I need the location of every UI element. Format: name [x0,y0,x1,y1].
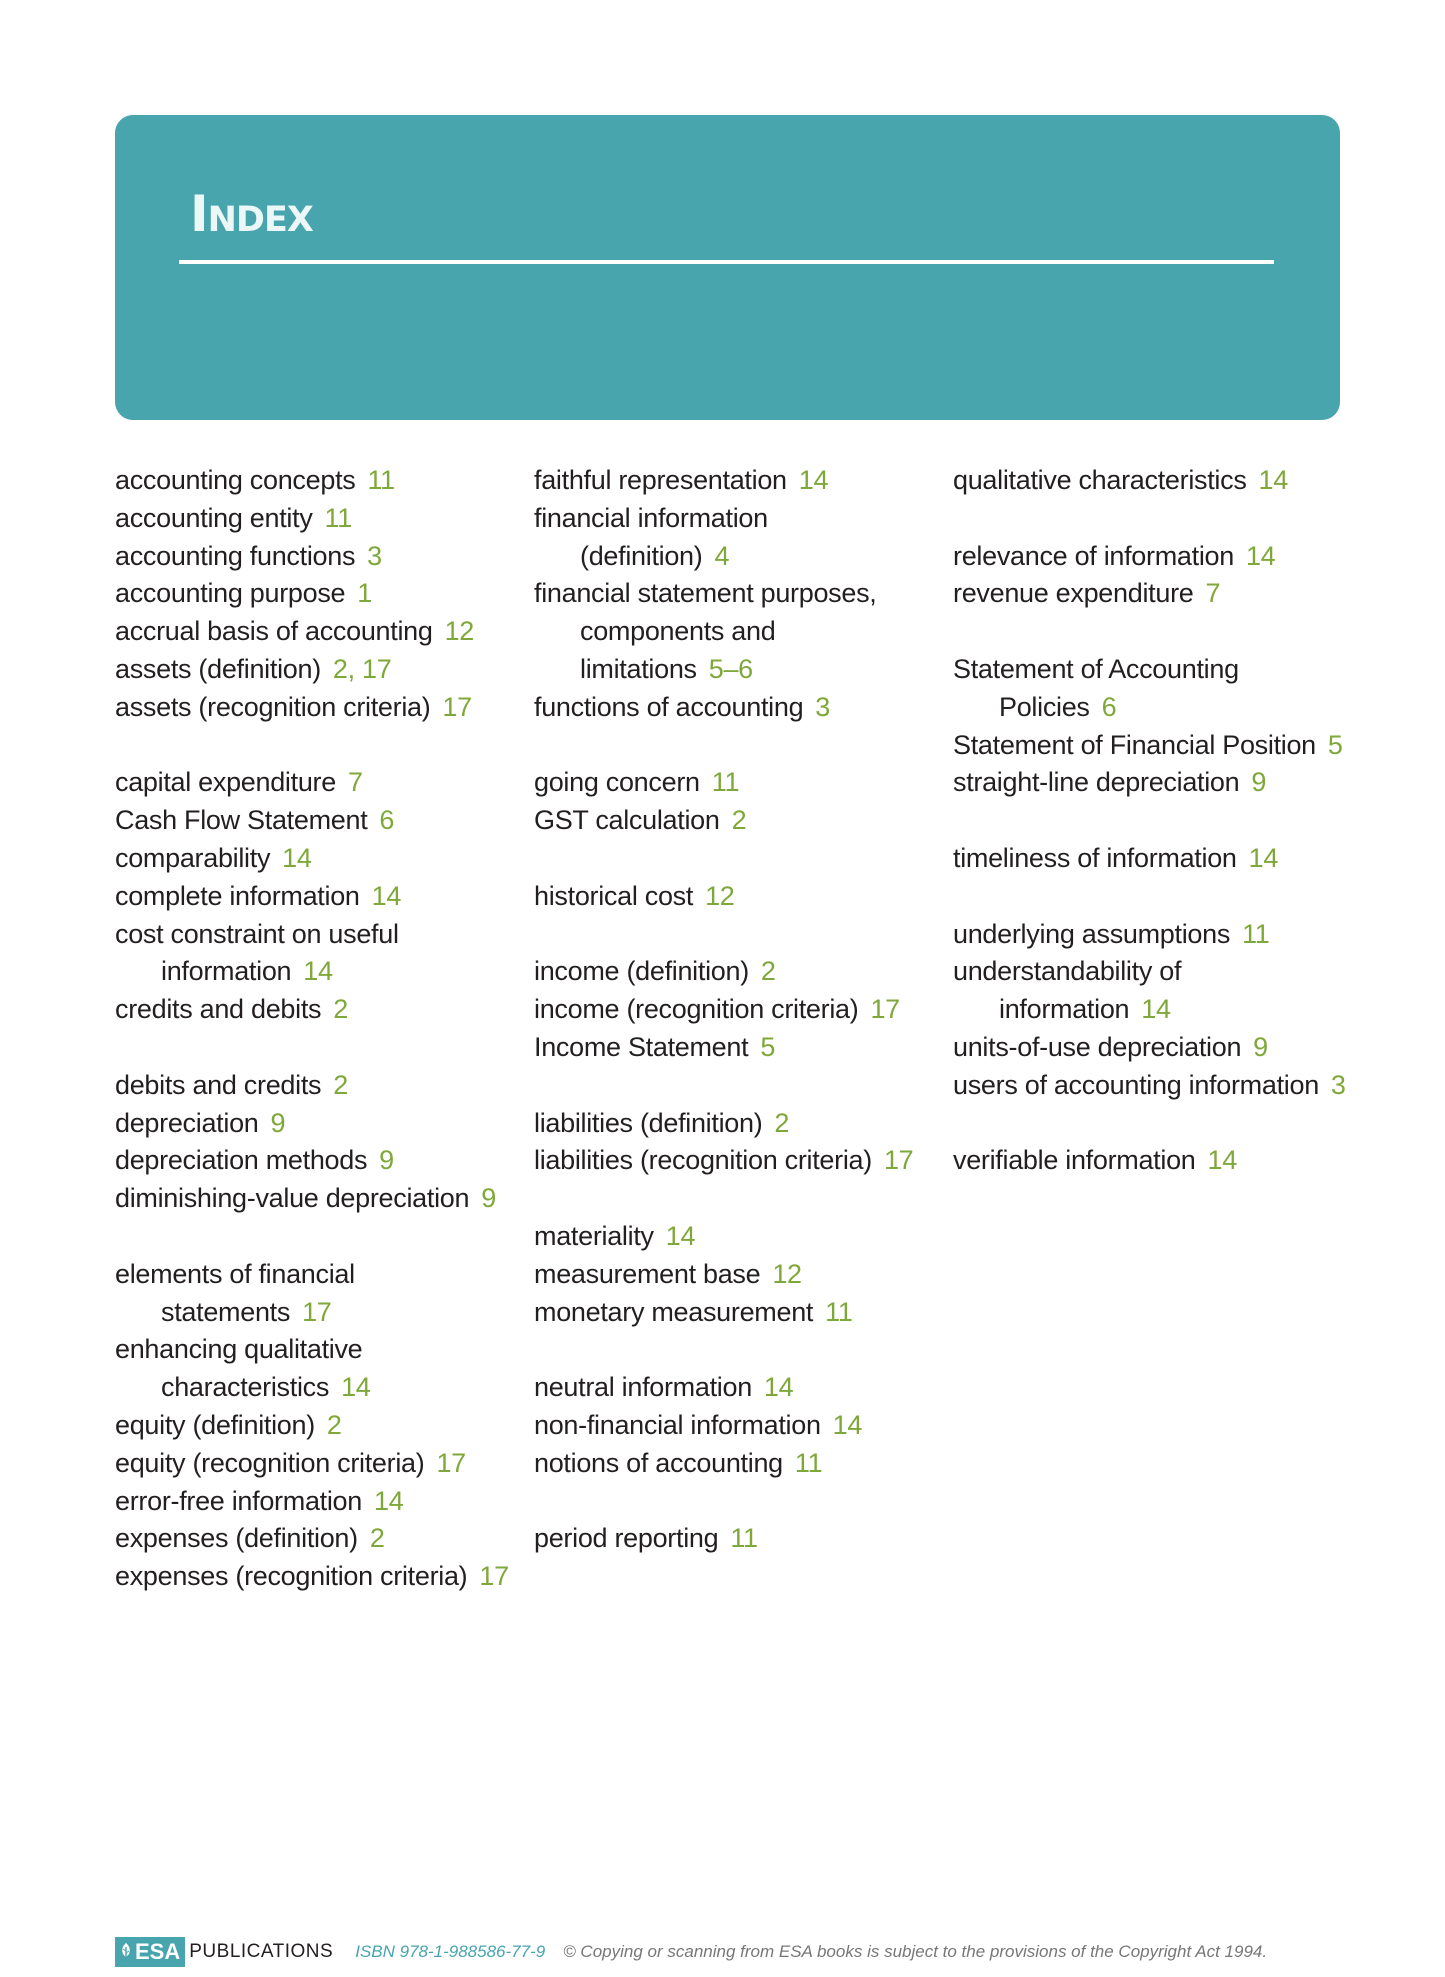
page-reference: 17 [442,691,472,722]
index-entry [115,1331,509,1407]
index-entry [115,764,509,802]
page-reference: 14 [798,465,829,495]
index-term: accounting entity [115,502,313,533]
index-term: understandability of [953,956,1182,987]
index-entry [534,802,913,840]
page-reference: 9 [379,1145,394,1176]
index-term: qualitative characteristics [953,465,1247,495]
index-term-continuation: (definition) [580,540,703,571]
index-term: notions of accounting [534,1447,783,1478]
leaf-icon [119,1942,133,1962]
page-reference: 2 [326,1409,342,1440]
index-entry [953,1142,1346,1180]
index-entry [953,462,1346,500]
index-entry [115,1407,509,1445]
index-term: enhancing qualitative [115,1334,363,1365]
index-entry [534,991,913,1029]
index-term: timeliness of information [953,842,1237,873]
page-reference: 3 [815,691,831,722]
page-reference: 17 [302,1296,332,1327]
index-term: accounting concepts [115,465,356,495]
page-reference: 9 [1251,767,1267,798]
index-entry [115,651,509,689]
section-gap [534,916,913,954]
section-gap [953,613,1346,651]
copyright-notice: © Copying or scanning from ESA books is subject to the provisions of the Copyright Act 1994. [563,1942,1268,1961]
index-entry [953,575,1346,613]
index-term: functions of accounting [534,691,804,722]
index-term: credits and debits [115,994,322,1025]
publisher-name: PUBLICATIONS [189,1941,334,1962]
page-reference: 17 [883,1145,914,1176]
section-gap [534,840,913,878]
index-entry [953,651,1346,727]
index-entry [534,500,913,576]
index-term: period reporting [534,1523,719,1554]
index-entry [115,538,509,576]
index-entry [115,916,509,992]
index-term: depreciation methods [115,1145,368,1176]
section-gap [953,802,1346,840]
index-term: assets (recognition criteria) [115,691,431,722]
index-entry [534,1029,913,1067]
index-term: debits and credits [115,1069,322,1100]
page-reference: 17 [870,994,900,1025]
index-term: capital expenditure [115,767,336,798]
page-reference: 11 [367,465,395,495]
page-reference: 14 [303,956,333,987]
section-gap [534,727,913,765]
index-term: Statement of Accounting [953,653,1239,684]
index-term-continuation: Policies [999,691,1090,722]
index-term: Cash Flow Statement [115,805,368,836]
index-term: non-financial information [534,1409,821,1440]
index-entry [534,878,913,916]
page-reference: 2 [369,1523,385,1554]
page-reference: 14 [832,1409,863,1440]
index-entry [534,575,913,688]
page-reference: 2 [333,1069,348,1100]
index-term: financial statement purposes, [534,578,877,609]
index-entry [953,538,1346,576]
index-term-continuation: characteristics [161,1372,330,1403]
page-reference: 2, 17 [332,653,392,684]
index-term: faithful representation [534,465,787,495]
index-term: units-of-use depreciation [953,1031,1242,1062]
index-term-continuation: information [999,994,1130,1025]
index-term: assets (definition) [115,653,321,684]
index-term: complete information [115,880,360,911]
index-entry [953,764,1346,802]
index-term: comparability [115,842,271,873]
index-entry [534,1294,913,1332]
esa-logo [115,1937,185,1967]
logo-text: ESA [135,1939,181,1964]
index-term: straight-line depreciation [953,767,1240,798]
index-entry [115,1483,509,1521]
index-entry [115,689,509,727]
page-reference: 7 [347,767,363,798]
index-term-continuation: statements [161,1296,291,1327]
page-reference: 12 [444,616,475,647]
index-term: underlying assumptions [953,918,1231,949]
index-column-3 [953,462,1346,1180]
index-term: materiality [534,1220,654,1251]
index-entry [534,1256,913,1294]
page-reference: 14 [1258,465,1288,495]
page-reference: 9 [270,1107,286,1138]
index-entry [534,1369,913,1407]
index-term: Statement of Financial Position [953,729,1316,760]
page-reference: 14 [371,880,402,911]
page-reference: 11 [730,1523,758,1554]
page-reference: 5–6 [708,653,753,684]
index-entry [115,1445,509,1483]
index-term: revenue expenditure [953,578,1194,609]
index-entry [953,953,1346,1029]
section-gap [115,1029,509,1067]
index-column-2 [534,462,913,1558]
index-entry [115,878,509,916]
index-entry [953,1067,1346,1105]
index-entry [534,1142,913,1180]
index-entry [953,727,1346,765]
index-entry [115,1105,509,1143]
index-entry [115,1142,509,1180]
index-entry [534,1407,913,1445]
page-reference: 6 [379,805,395,836]
index-entry [534,953,913,991]
section-gap [534,1483,913,1521]
index-term: financial information [534,502,768,533]
page-reference: 14 [665,1220,696,1251]
index-entry [534,764,913,802]
page-reference: 11 [825,1296,853,1327]
page-reference: 2 [333,994,348,1025]
section-gap [534,1331,913,1369]
section-gap [534,1067,913,1105]
page-reference: 12 [772,1258,802,1289]
index-term: accounting functions [115,540,356,571]
index-entry [115,462,509,500]
index-entry [115,1180,509,1218]
page-reference: 14 [374,1485,404,1516]
index-banner [115,115,1340,420]
page-reference: 11 [794,1447,823,1478]
page-reference: 14 [763,1372,794,1403]
page-reference: 9 [481,1183,496,1214]
page-reference: 14 [1248,842,1279,873]
page-reference: 2 [760,956,776,987]
page-reference: 14 [282,842,312,873]
index-term: monetary measurement [534,1296,814,1327]
section-gap [534,1180,913,1218]
page-reference: 11 [711,767,740,798]
section-gap [115,1218,509,1256]
index-entry [115,840,509,878]
page-reference: 11 [324,502,352,533]
index-term: relevance of information [953,540,1234,571]
page-reference: 2 [774,1107,790,1138]
index-entry [534,689,913,727]
isbn: ISBN 978-1-988586-77-9 [355,1942,546,1961]
page-reference: 9 [1253,1031,1268,1062]
page-reference: 14 [1245,540,1276,571]
index-term: historical cost [534,880,694,911]
index-entry [115,802,509,840]
index-entry [953,1029,1346,1067]
index-entry [115,1256,509,1332]
page-reference: 3 [1330,1069,1346,1100]
page-reference: 14 [341,1372,371,1403]
index-term: income (recognition criteria) [534,994,859,1025]
index-term: error-free information [115,1485,362,1516]
page-reference: 17 [436,1447,466,1478]
page-reference: 1 [357,578,372,609]
index-term: equity (recognition criteria) [115,1447,425,1478]
index-term: Income Statement [534,1031,749,1062]
index-term: cost constraint on useful [115,918,399,949]
page-reference: 5 [1327,729,1343,760]
page-reference: 3 [367,540,382,571]
index-entry [115,613,509,651]
section-gap [953,500,1346,538]
page-reference: 14 [1141,994,1171,1025]
index-entry [534,1520,913,1558]
index-term: users of accounting information [953,1069,1319,1100]
index-entry [534,1105,913,1143]
index-entry [534,462,913,500]
title-underline [179,260,1274,264]
index-term: verifiable information [953,1145,1196,1176]
index-term: expenses (recognition criteria) [115,1561,468,1592]
page-reference: 4 [714,540,730,571]
index-term: diminishing-value depreciation [115,1183,470,1214]
index-term-continuation: limitations [580,653,697,684]
index-term: expenses (definition) [115,1523,358,1554]
index-term: neutral information [534,1372,752,1403]
index-entry [115,991,509,1029]
index-term: depreciation [115,1107,259,1138]
index-entry [534,1445,913,1483]
index-term: equity (definition) [115,1409,315,1440]
page-reference: 17 [479,1561,509,1592]
page-reference: 7 [1205,578,1221,609]
index-entry [953,916,1346,954]
page-reference: 11 [1242,918,1270,949]
index-entry [953,840,1346,878]
page-reference: 5 [760,1031,776,1062]
index-term: accounting purpose [115,578,346,609]
index-term-continuation: information [161,956,292,987]
index-entry [115,1558,509,1596]
page-title: Index [190,185,313,243]
index-entry [115,1067,509,1105]
section-gap [953,1105,1346,1143]
index-term: accrual basis of accounting [115,616,433,647]
page-reference: 6 [1101,691,1117,722]
page-reference: 12 [705,880,735,911]
page-reference: 2 [731,805,747,836]
index-entry [115,575,509,613]
index-term: liabilities (recognition criteria) [534,1145,872,1176]
index-term: elements of financial [115,1258,355,1289]
index-column-1 [115,462,509,1596]
index-entry [534,1218,913,1256]
index-term: going concern [534,767,700,798]
index-term: liabilities (definition) [534,1107,763,1138]
index-term: income (definition) [534,956,749,987]
index-term-continuation: components and [580,616,776,647]
index-term: GST calculation [534,805,720,836]
page-footer [115,1936,1267,1968]
index-entry [115,500,509,538]
section-gap [115,727,509,765]
page-reference: 14 [1207,1145,1237,1176]
section-gap [953,878,1346,916]
index-term: measurement base [534,1258,761,1289]
index-entry [115,1520,509,1558]
